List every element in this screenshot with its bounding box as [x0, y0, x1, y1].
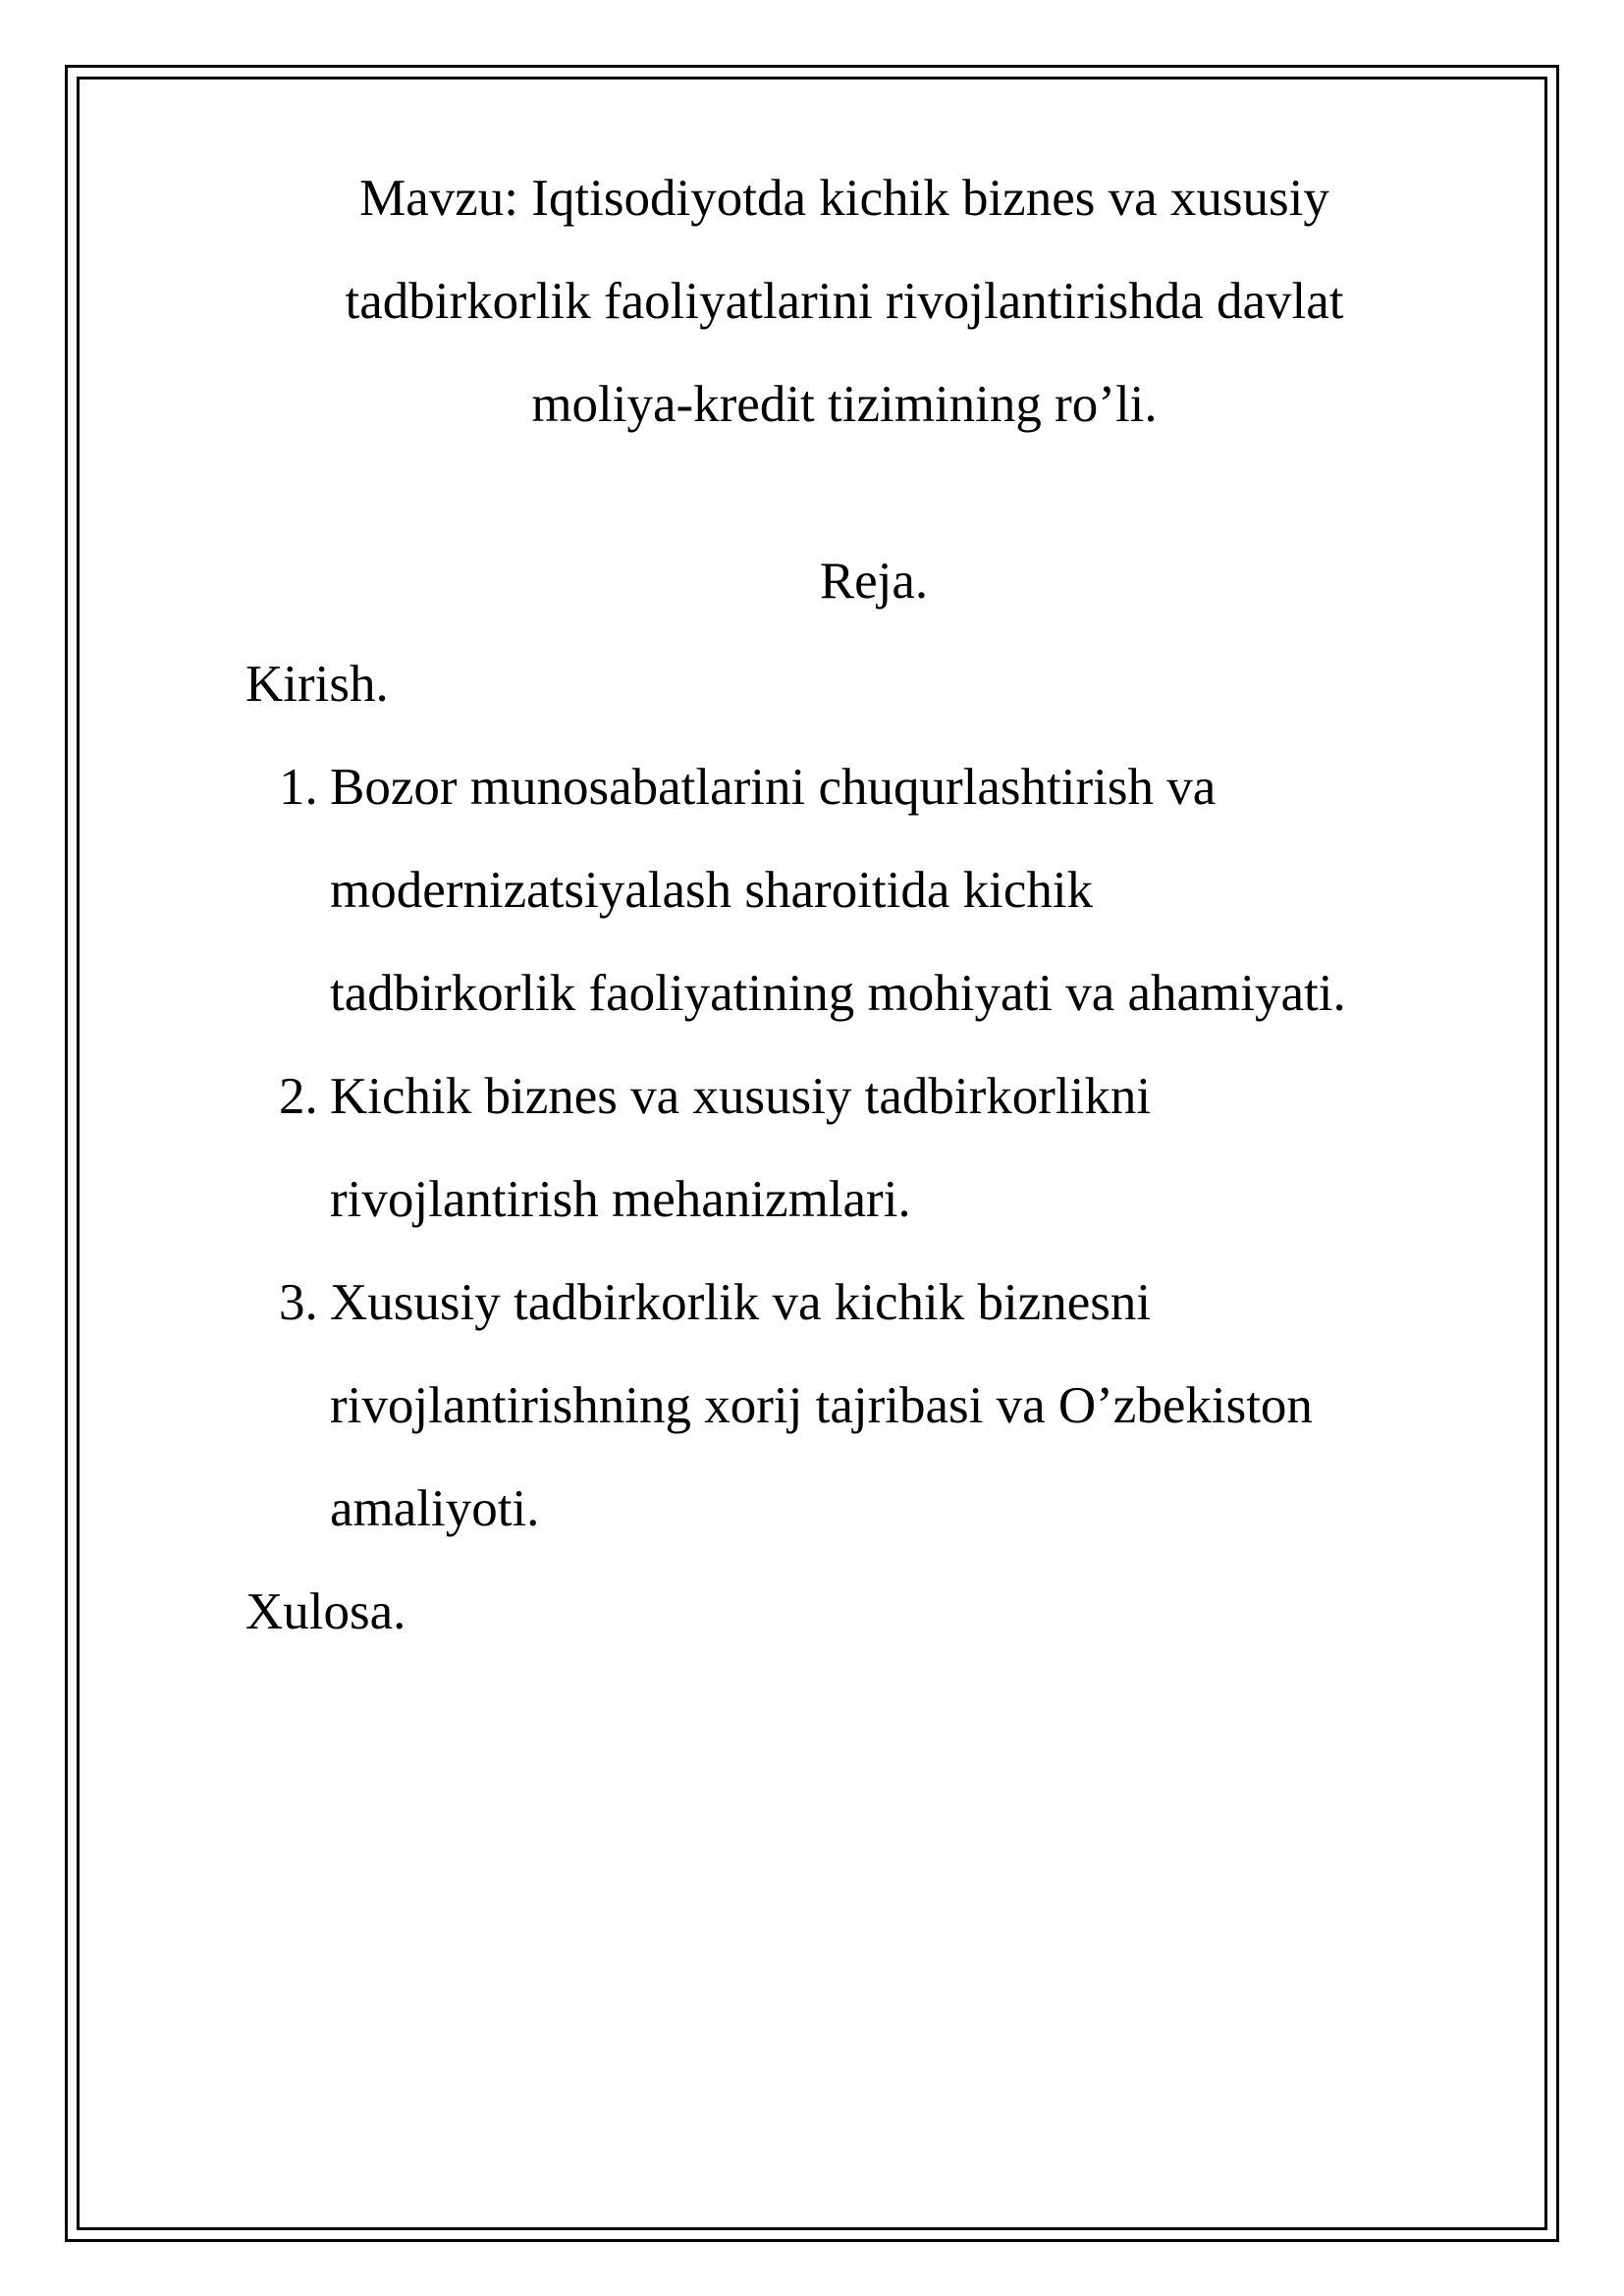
plan-item-line: Bozor munosabatlarini chuqurlashtirish va: [330, 759, 1217, 816]
plan-list: [245, 736, 1551, 1561]
plan-body: [245, 633, 1551, 1664]
plan-item-line: modernizatsiyalash sharoitida kichik: [330, 862, 1094, 919]
plan-item-line: rivojlantirishning xorij tajribasi va O’zbekiston: [330, 1377, 1313, 1434]
title-line: tadbirkorlik faoliyatlarini rivojlantirishda davlat: [345, 273, 1344, 330]
plan-item-line: amaliyoti.: [330, 1480, 540, 1537]
title-line: Mavzu: Iqtisodiyotda kichik biznes va xususiy: [359, 170, 1329, 227]
title-line: moliya-kredit tizimining ro’li.: [531, 376, 1158, 433]
plan-item-number: 2.: [279, 1068, 318, 1125]
plan-item-line: tadbirkorlik faoliyatining mohiyati va ahamiyati.: [330, 965, 1346, 1022]
plan-heading: Reja.: [819, 553, 929, 610]
plan-item-line: Kichik biznes va xususiy tadbirkorlikni: [330, 1068, 1152, 1125]
plan-item-number: 3.: [279, 1274, 318, 1331]
plan-item-line: Xususiy tadbirkorlik va kichik biznesni: [330, 1274, 1152, 1331]
plan-item: [245, 736, 1551, 1045]
document-title: [167, 147, 1522, 456]
plan-conclusion: Xulosa.: [245, 1583, 406, 1640]
plan-item-number: 1.: [279, 759, 318, 816]
plan-item: [245, 1045, 1551, 1252]
plan-intro: Kirish.: [245, 656, 389, 713]
plan-item: [245, 1252, 1551, 1561]
plan-item-line: rivojlantirish mehanizmlari.: [330, 1171, 911, 1228]
